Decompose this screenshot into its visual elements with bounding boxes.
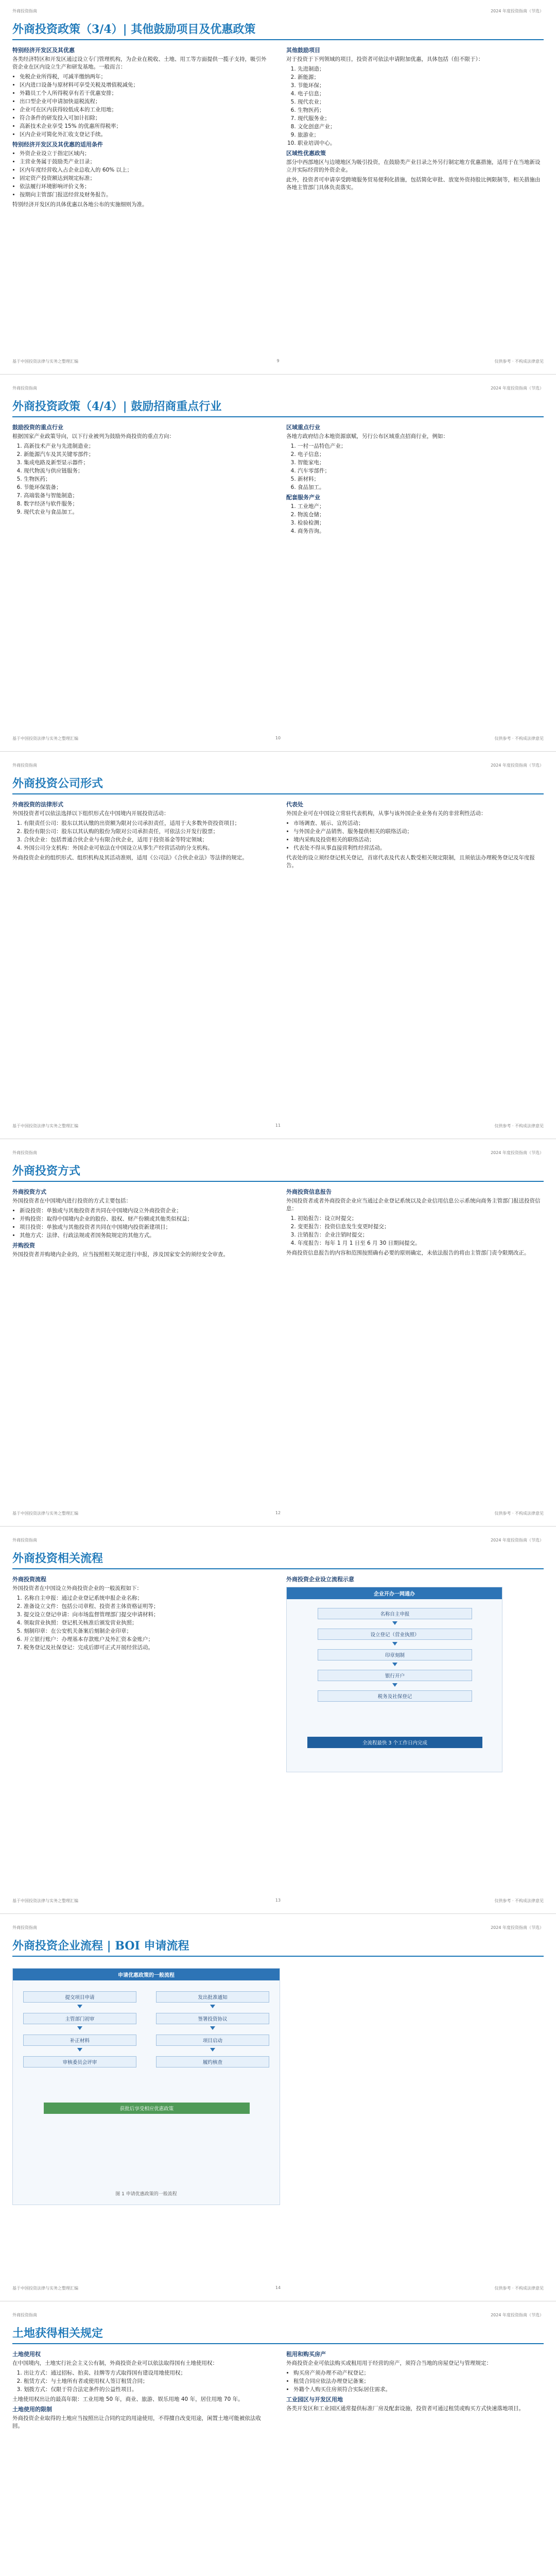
footer-left: 基于中国投资法律与实务之整理汇编	[12, 359, 78, 364]
list-item: 2. 股份有限公司：股东以其认购的股份为限对公司承担责任，可依法公开发行股票；	[24, 828, 270, 836]
page-header	[12, 385, 544, 392]
header-left: 外商投资指南	[12, 9, 37, 13]
list-item: 9. 旅游业；	[298, 131, 544, 139]
page-number: 14	[275, 2285, 281, 2290]
header-right: 2024 年度投资指南（节选）	[491, 763, 544, 768]
paragraph: 各类开发区和工业园区通常提供标准厂房及配套设施，投资者可通过租赁或购买方式快速落地项目。	[286, 2405, 524, 2412]
arrow-down-icon	[77, 2005, 82, 2008]
paragraph: 外国投资者并购境内企业的，应当按照相关规定进行申报，涉及国家安全的须经安全审查。	[12, 1251, 229, 1258]
list-item: 2. 变更报告：投资信息发生变更时提交；	[298, 1223, 544, 1231]
list-item: 5. 新材料；	[298, 476, 544, 483]
paragraph: 在中国境内，土地实行社会主义公有制，外商投资企业可以依法取得国有土地使用权：	[12, 2360, 218, 2366]
list-item: • 区内进口设备与原材料可享受关税及增值税减免；	[20, 81, 270, 89]
section-heading: 外商投资方式	[12, 1189, 46, 1195]
flow-step: 设立登记（营业执照）	[318, 1629, 472, 1640]
list-item: 4. 领取营业执照：登记机关核准后颁发营业执照；	[24, 1619, 270, 1627]
list-item: • 市场调查、展示、宣传活动；	[293, 820, 544, 827]
list-item: 5. 刻制印章：在公安机关备案后刻制企业印章；	[24, 1628, 270, 1635]
page-divider	[0, 1526, 556, 1527]
left-column	[12, 801, 270, 864]
list-item: 3. 节能环保；	[298, 82, 544, 90]
list-item: 3. 智能家电；	[298, 459, 544, 467]
left-column	[12, 1188, 270, 1261]
title-rule	[12, 793, 544, 794]
section-heading: 并购投资	[12, 1242, 35, 1249]
arrow-down-icon	[392, 1621, 397, 1625]
paragraph: 土地使用权出让的最高年限：工业用地 50 年，商业、旅游、娱乐用地 40 年，居住用地 70 年。	[12, 2396, 244, 2402]
footer-left: 基于中国投资法律与实务之整理汇编	[12, 736, 78, 741]
list-item: • 区内年度经营收入占企业总收入的 60% 以上；	[20, 166, 270, 174]
list-item: 3. 划拨方式：仅限于符合法定条件的公益性项目。	[24, 2386, 270, 2394]
list-item: 1. 一村一品特色产业；	[298, 443, 544, 450]
section-heading: 其他鼓励项目	[286, 47, 320, 54]
paragraph: 外商投资信息报告的内容和范围按照确有必要的原则确定，未依法报告的将由主管部门责令限期改正。	[286, 1250, 530, 1256]
header-right: 2024 年度投资指南（节选）	[491, 1925, 544, 1930]
list-item: 4. 电子信息；	[298, 90, 544, 98]
page-header	[12, 1150, 544, 1156]
page-footer	[12, 359, 544, 365]
list-item: 3. 合伙企业：包括普通合伙企业与有限合伙企业，适用于投资基金等特定领域；	[24, 836, 270, 844]
arrow-down-icon	[392, 1663, 397, 1666]
list-item: 8. 数字经济与软件服务；	[24, 500, 270, 508]
page-divider	[0, 1913, 556, 1914]
title-rule	[12, 2343, 544, 2344]
list-item: 2. 电子信息；	[298, 451, 544, 459]
paragraph: 部分中西部地区与边境地区为吸引投资，在鼓励类产业目录之外另行制定地方优惠措施，适用于在当地新设立并实际经营的外资企业。	[286, 159, 541, 173]
page-divider	[0, 374, 556, 375]
list-item: 4. 汽车零部件；	[298, 467, 544, 475]
footer-right: 仅供参考 · 不构成法律意见	[494, 1124, 544, 1128]
page-title: 外商投资方式	[12, 1164, 81, 1178]
process-figure	[12, 1968, 280, 2205]
list-item: • 购买房产须办理不动产权登记；	[293, 2369, 544, 2377]
arrow-down-icon	[392, 1642, 397, 1646]
list-item: 1. 初始报告：设立时提交；	[298, 1215, 544, 1223]
arrow-down-icon	[210, 2026, 215, 2030]
arrow-down-icon	[77, 2026, 82, 2030]
paragraph: 根据国家产业政策导向，以下行业被列为鼓励外商投资的重点方向：	[12, 433, 175, 439]
list-item: 6. 生物医药；	[298, 107, 544, 114]
flow-step: 签署投资协议	[156, 2013, 269, 2024]
footer-right: 仅供参考 · 不构成法律意见	[494, 2286, 544, 2291]
left-column	[12, 1575, 270, 1654]
list-item: • 主营业务属于鼓励类产业目录；	[20, 158, 270, 166]
page-footer	[12, 1511, 544, 1517]
right-column	[286, 423, 544, 537]
arrow-down-icon	[392, 1683, 397, 1687]
page-header	[12, 1537, 544, 1544]
numbered-list	[286, 443, 544, 492]
list-item: • 租赁合同应依法办理登记备案；	[293, 2378, 544, 2385]
list-item: 3. 集成电路及新型显示器件；	[24, 459, 270, 467]
arrow-down-icon	[210, 2005, 215, 2008]
list-item: • 并购投资：取得中国境内企业的股份、股权、财产份额或其他类似权益；	[20, 1215, 270, 1223]
list-item: • 代表处不得从事直接营利性经营活动。	[293, 844, 544, 852]
page-footer	[12, 1898, 544, 1904]
header-left: 外商投资指南	[12, 1538, 37, 1543]
footer-left: 基于中国投资法律与实务之整理汇编	[12, 1511, 78, 1516]
list-item: 3. 注销报告：企业注销时提交；	[298, 1231, 544, 1239]
list-item: • 固定资产投资额达到规定标准；	[20, 175, 270, 182]
figure-label: 外商投资企业设立流程示意	[286, 1576, 354, 1583]
paragraph: 外国投资者或者外商投资企业应当通过企业登记系统以及企业信用信息公示系统向商务主管部门报送投资信息：	[286, 1198, 541, 1212]
list-item: • 外资企业设立于指定区域内；	[20, 150, 270, 158]
title-rule	[12, 1568, 544, 1569]
list-item: 2. 新能源；	[298, 74, 544, 81]
page-header	[12, 8, 544, 14]
page-title: 外商投资相关流程	[12, 1552, 103, 1565]
document-page	[0, 377, 556, 748]
list-item: 4. 商务咨询。	[298, 528, 544, 535]
page-footer	[12, 1123, 544, 1129]
flow-step: 履约核查	[156, 2056, 269, 2067]
paragraph: 外国投资者可以依法选择以下组织形式在中国境内开展投资活动：	[12, 810, 169, 817]
figure-banner: 企业开办一网通办	[287, 1587, 502, 1599]
left-column	[12, 423, 270, 518]
paragraph: 此外，投资者可申请享受跨境服务贸易便利化措施，包括简化审批、放宽外资持股比例限制等，相关措施由各地主管部门具体负责落实。	[286, 177, 541, 191]
list-item: • 项目投资：单独或与其他投资者共同在中国境内投资新建项目；	[20, 1224, 270, 1231]
right-column	[286, 801, 544, 872]
numbered-list	[286, 1215, 544, 1247]
document-page	[0, 1529, 556, 1910]
list-item: 1. 名称自主申报：通过企业登记系统申报企业名称；	[24, 1595, 270, 1602]
paragraph: 外国企业可在中国设立常驻代表机构，从事与该外国企业业务有关的非营利性活动：	[286, 810, 486, 817]
list-item: • 符合条件的研发投入可加计扣除；	[20, 114, 270, 122]
page-number: 12	[275, 1511, 281, 1515]
page-header	[12, 762, 544, 769]
section-heading: 特别经济开发区及其优惠	[12, 47, 75, 54]
header-right: 2024 年度投资指南（节选）	[491, 9, 544, 13]
page-header	[12, 1925, 544, 1931]
flow-step: 主管部门初审	[23, 2013, 136, 2024]
footer-right: 仅供参考 · 不构成法律意见	[494, 736, 544, 741]
list-item: 4. 外国公司分支机构：外国企业可依法在中国设立从事生产经营活动的分支机构。	[24, 844, 270, 852]
flow-step: 项目启动	[156, 2035, 269, 2046]
figure-result-banner: 获批后享受相应优惠政策	[44, 2103, 250, 2114]
header-right: 2024 年度投资指南（节选）	[491, 1150, 544, 1155]
header-right: 2024 年度投资指南（节选）	[491, 386, 544, 391]
header-left: 外商投资指南	[12, 1150, 37, 1155]
list-item: 4. 现代物流与供应链服务；	[24, 467, 270, 475]
right-column	[286, 1575, 544, 1585]
right-column	[286, 1188, 544, 1259]
document-page	[0, 0, 556, 371]
list-item: • 免税企业所得税，可减半缴纳两年；	[20, 73, 270, 81]
bullet-list	[286, 820, 544, 852]
list-item: 1. 有限责任公司：股东以其认缴的出资额为限对公司承担责任，适用于大多数外资投资项目；	[24, 820, 270, 827]
section-heading: 土地使用权	[12, 2351, 41, 2358]
numbered-list	[12, 443, 270, 516]
header-right: 2024 年度投资指南（节选）	[491, 1538, 544, 1543]
bullet-list	[12, 1207, 270, 1240]
paragraph: 外商投资企业的组织形式、组织机构及其活动准则，适用《公司法》《合伙企业法》等法律的规定。	[12, 855, 248, 861]
bullet-list	[286, 2369, 544, 2394]
list-item: • 其他方式：法律、行政法规或者国务院规定的其他方式。	[20, 1232, 270, 1240]
footer-right: 仅供参考 · 不构成法律意见	[494, 359, 544, 364]
flow-step: 银行开户	[318, 1670, 472, 1681]
header-left: 外商投资指南	[12, 2313, 37, 2317]
list-item: • 企业可在区内获得较低成本的工业用地；	[20, 106, 270, 114]
list-item: • 依法履行环境影响评价义务；	[20, 183, 270, 191]
header-left: 外商投资指南	[12, 386, 37, 391]
list-item: • 境内采购及投资相关的联络活动；	[293, 836, 544, 844]
list-item: 4. 年度报告：每年 1 月 1 日至 6 月 30 日期间提交。	[298, 1240, 544, 1247]
arrow-down-icon	[77, 2048, 82, 2052]
document-page	[0, 2304, 556, 2576]
numbered-list	[286, 503, 544, 535]
list-item: 5. 现代农业；	[298, 98, 544, 106]
document-page	[0, 1917, 556, 2298]
page-number: 13	[275, 1898, 281, 1903]
flow-step: 发出批准通知	[156, 1991, 269, 2003]
document-page	[0, 754, 556, 1136]
paragraph: 各类经济特区和开发区通过设立专门管理机构，为企业在税收、土地、用工等方面提供一揽子支持，吸引外资企业在区内设立生产和研发基地。一般而言：	[12, 56, 267, 70]
section-heading: 土地使用的限制	[12, 2406, 52, 2413]
list-item: 8. 文化创意产业；	[298, 123, 544, 131]
title-rule	[12, 39, 544, 40]
list-item: • 高新技术企业享受 15% 的优惠所得税率；	[20, 123, 270, 130]
list-item: 7. 高端装备与智能制造；	[24, 492, 270, 500]
list-item: • 外籍员工个人所得税享有若干优惠安排；	[20, 90, 270, 97]
section-heading: 区域重点行业	[286, 424, 320, 431]
right-column	[286, 2350, 544, 2415]
list-item: 2. 新能源汽车及其关键零部件；	[24, 451, 270, 459]
list-item: 1. 出让方式：通过招标、拍卖、挂牌等方式取得国有建设用地使用权；	[24, 2369, 270, 2377]
section-heading: 特别经济开发区及其优惠的适用条件	[12, 141, 103, 148]
list-item: • 出口型企业可申请加快退税流程；	[20, 98, 270, 106]
list-item: 2. 准备设立文件：包括公司章程、投资者主体资格证明等；	[24, 1603, 270, 1611]
list-item: 6. 开立银行账户：办理基本存款账户及外汇资本金账户；	[24, 1636, 270, 1643]
section-heading: 配套服务产业	[286, 494, 320, 501]
bullet-list	[12, 73, 270, 139]
list-item: • 区内企业可简化外汇收支登记手续。	[20, 131, 270, 139]
numbered-list	[12, 820, 270, 852]
page-title: 外商投资政策（3/4）| 其他鼓励项目及优惠政策	[12, 23, 256, 36]
section-heading: 租用和购买房产	[286, 2351, 326, 2358]
list-item: 3. 提交设立登记申请：向市场监督管理部门提交申请材料；	[24, 1611, 270, 1619]
flow-step: 补正材料	[23, 2035, 136, 2046]
list-item: 9. 现代农业与食品加工。	[24, 509, 270, 516]
section-heading: 区域性优惠政策	[286, 150, 326, 157]
list-item: 3. 检验检测；	[298, 519, 544, 527]
numbered-list	[286, 65, 544, 147]
page-number: 9	[276, 359, 280, 363]
page-footer	[12, 2285, 544, 2292]
paragraph: 特别经济开发区的具体优惠以各地公布的实施细则为准。	[12, 201, 148, 208]
list-item: 1. 工业地产；	[298, 503, 544, 511]
section-heading: 外商投资的法律形式	[12, 801, 63, 808]
page-divider	[0, 751, 556, 752]
header-left: 外商投资指南	[12, 763, 37, 768]
left-column	[12, 46, 270, 211]
paragraph: 外国投资者在中国境内进行投资的方式主要包括：	[12, 1198, 131, 1204]
process-figure	[286, 1587, 502, 1772]
page-header	[12, 2312, 544, 2318]
section-heading: 鼓励投资的重点行业	[12, 424, 63, 431]
list-item: • 与外国企业产品销售、服务提供相关的联络活动；	[293, 828, 544, 836]
numbered-list	[12, 2369, 270, 2394]
title-rule	[12, 1181, 544, 1182]
figure-caption: 图 1 申请优惠政策的一般流程	[115, 2192, 177, 2197]
header-left: 外商投资指南	[12, 1925, 37, 1930]
flow-step: 名称自主申报	[318, 1608, 472, 1619]
list-item: • 新设投资：单独或与其他投资者共同在中国境内设立外商投资企业；	[20, 1207, 270, 1215]
list-item: 6. 食品加工。	[298, 484, 544, 492]
list-item: 5. 生物医药；	[24, 476, 270, 483]
numbered-list	[12, 1595, 270, 1652]
right-column	[286, 46, 544, 194]
flow-step: 提交项目申请	[23, 1991, 136, 2003]
figure-header: 申请优惠政策的一般流程	[13, 1969, 280, 1980]
page-number: 11	[275, 1123, 281, 1128]
list-item: • 按期向主管部门报送经营及财务报告。	[20, 191, 270, 199]
section-heading: 外商投资信息报告	[286, 1189, 332, 1195]
list-item: 10. 职业培训中心。	[298, 140, 544, 147]
footer-right: 仅供参考 · 不构成法律意见	[494, 1899, 544, 1903]
section-heading: 代表处	[286, 801, 303, 808]
paragraph: 各地方政府结合本地资源禀赋，另行公布区域重点招商行业，例如：	[286, 433, 448, 439]
page-title: 土地获得相关规定	[12, 2327, 103, 2340]
footer-left: 基于中国投资法律与实务之整理汇编	[12, 1124, 78, 1128]
header-right: 2024 年度投资指南（节选）	[491, 2313, 544, 2317]
section-heading: 外商投资流程	[12, 1576, 46, 1583]
page-number: 10	[275, 736, 281, 740]
list-item: 6. 节能环保装备；	[24, 484, 270, 492]
page-title: 外商投资公司形式	[12, 777, 103, 790]
footer-left: 基于中国投资法律与实务之整理汇编	[12, 2286, 78, 2291]
paragraph: 外国投资者在中国设立外商投资企业的一般流程如下：	[12, 1585, 142, 1591]
section-heading: 工业园区与开发区用地	[286, 2396, 343, 2403]
list-item: 7. 税务登记及社保登记：完成后即可正式开展经营活动。	[24, 1644, 270, 1652]
left-column	[12, 2350, 270, 2432]
list-item: 2. 物流仓储；	[298, 511, 544, 519]
footer-left: 基于中国投资法律与实务之整理汇编	[12, 1899, 78, 1903]
title-rule	[12, 416, 544, 417]
list-item: 7. 现代服务业；	[298, 115, 544, 123]
page-title: 外商投资企业流程 | BOI 申请流程	[12, 1939, 189, 1953]
page-title: 外商投资政策（4/4）| 鼓励招商重点行业	[12, 400, 222, 413]
flow-step: 印章刻制	[318, 1649, 472, 1660]
figure-result-banner: 全流程最快 3 个工作日内完成	[307, 1737, 482, 1748]
document-page	[0, 1142, 556, 1523]
paragraph: 外商投资企业可依法购买或租用用于经营的房产，须符合当地的房屋登记与管理规定：	[286, 2360, 492, 2366]
list-item: 2. 租赁方式：与土地所有者或使用权人签订租赁合同；	[24, 2378, 270, 2385]
page-footer	[12, 736, 544, 742]
list-item: 1. 高新技术产业与先进制造业；	[24, 443, 270, 450]
footer-right: 仅供参考 · 不构成法律意见	[494, 1511, 544, 1516]
paragraph: 外商投资企业取得的土地应当按照出让合同约定的用途使用，不得擅自改变用途，闲置土地可能被依法收回。	[12, 2415, 261, 2429]
title-rule	[12, 1956, 544, 1957]
list-item: 1. 先进制造；	[298, 65, 544, 73]
paragraph: 对于投资于下列领域的项目，投资者可依法申请附加优惠，具体包括（但不限于）：	[286, 56, 484, 62]
flow-step: 税务及社保登记	[318, 1690, 472, 1702]
bullet-list	[12, 150, 270, 199]
paragraph: 代表处的设立须经登记机关登记，首席代表及代表人数受相关规定限制，且须依法办理税务登记及年度报告。	[286, 855, 535, 869]
flow-step: 审核委员会评审	[23, 2056, 136, 2067]
list-item: • 外籍个人购买住房须符合实际居住需求。	[293, 2386, 544, 2394]
arrow-down-icon	[210, 2048, 215, 2052]
